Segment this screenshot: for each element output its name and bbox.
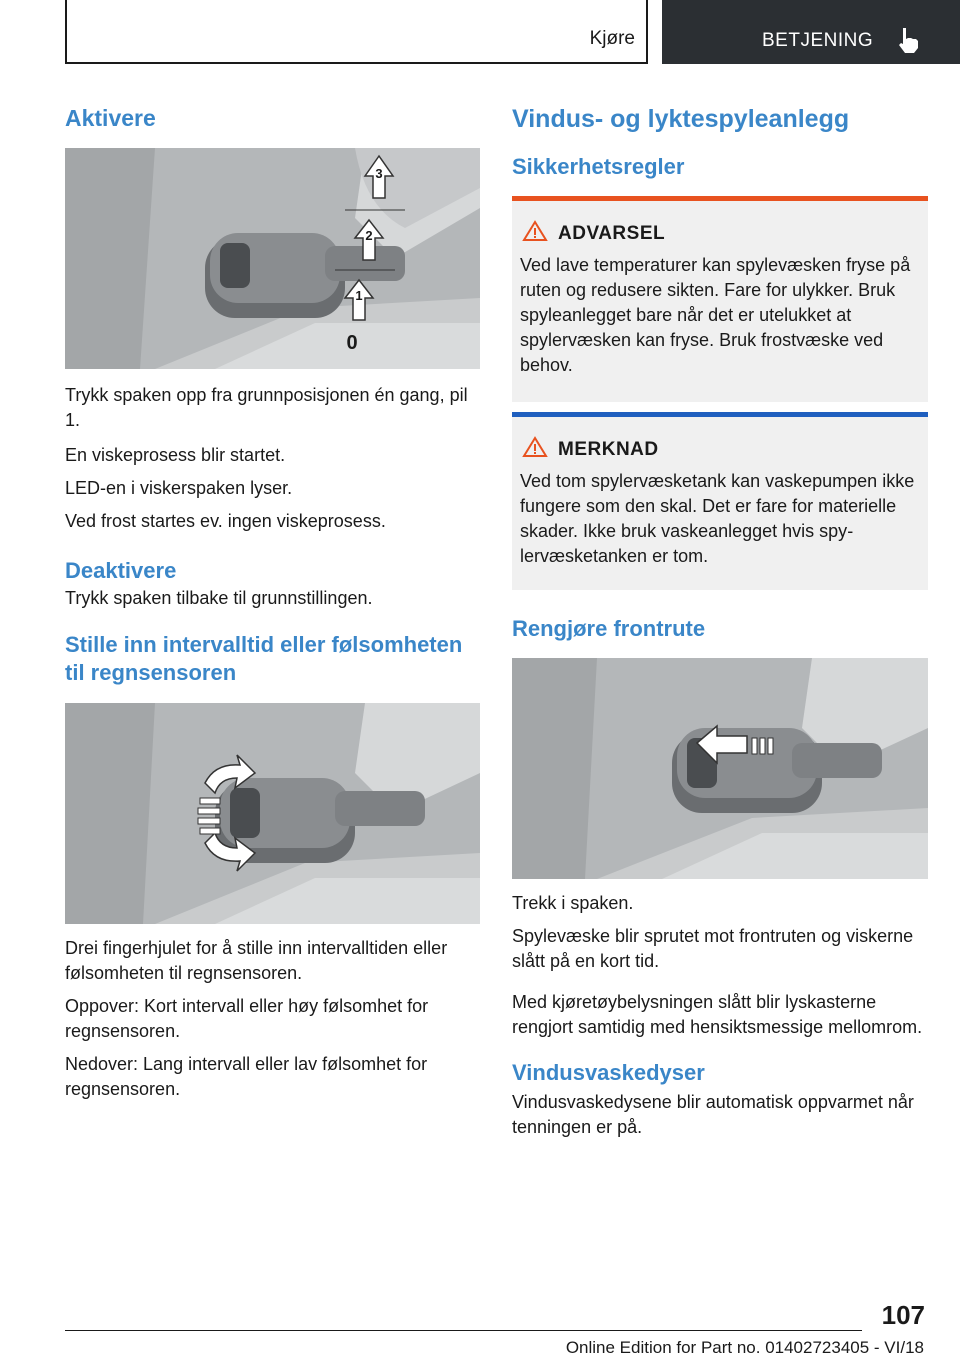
figure-wiper-lever-up [65,148,480,369]
paragraph: Spylevæske blir sprutet mot frontruten og viskerne slått på en kort tid. [512,926,914,971]
warning-bar [512,196,928,201]
paragraph: En viskeprosess blir startet. [65,445,286,465]
fig-label-0: 0 [346,332,358,354]
paragraph: Oppover: Kort intervall eller høy følsomhet for regnsensoren. [65,996,429,1041]
fig-label-1: 1 [355,288,363,303]
right-column [512,100,928,1140]
fig-label-2: 2 [365,228,373,243]
heading-safety-rules: Sikkerhetsregler [512,154,685,179]
warning-text: Ved lave temperaturer kan spylevæsken fryse på ruten og redusere sikten. Fare for ulykker. Bruk spyleanlegget bare når det er utelukket at spylervæsken kan fryse. Bruk frostvæske ved behov. [520,255,911,375]
figure-wiper-thumbwheel [65,703,480,924]
warning-triangle-icon [522,436,548,458]
heading-interval: Stille inn intervalltid eller følsomheten til regnsensoren [65,632,463,685]
edition-line: Online Edition for Part no. 01402723405 - VI/18 [565,1338,924,1357]
note-box [512,412,928,590]
warning-box [512,196,928,402]
paragraph: Drei fingerhjulet for å stille inn intervalltiden eller følsomheten til regnsensoren. [65,938,448,983]
paragraph: Nedover: Lang intervall eller lav følsomhet for regnsensoren. [65,1054,428,1099]
paragraph: Trykk spaken opp fra grunnposisjonen én gang, pil 1. [65,385,468,430]
paragraph: Vindusvaskedysene blir automatisk oppvarmet når tenningen er på. [512,1092,914,1137]
paragraph: Ved frost startes ev. ingen viskeprosess. [65,511,386,531]
left-column [65,100,480,1102]
heading-activate: Aktivere [65,105,156,131]
pointing-hand-icon [895,26,921,54]
footer-divider [65,1330,862,1331]
page-number: 107 [881,1300,925,1330]
paragraph: LED-en i viskerspaken lyser. [65,478,293,498]
note-bar [512,412,928,417]
paragraph: Trekk i spaken. [512,893,634,913]
heading-nozzles: Vindusvaskedyser [512,1060,705,1085]
paragraph: Med kjøretøybelysningen slått blir lyskasterne rengjort samtidig med hensiktsmessige mellomrom. [512,992,923,1037]
header-frame [65,0,648,64]
heading-deactivate: Deaktivere [65,558,177,583]
note-text: Ved tom spylervæsketank kan vaskepumpen ikke fungere som den skal. Det er fare for materielle skader. Ikke bruk vaskeanlegget hvis spylervæsketanken er tom. [520,471,915,566]
chapter-title: Kjøre [589,28,635,49]
figure-wiper-lever-pull [512,658,928,879]
fig-label-3: 3 [375,166,383,181]
heading-clean-windshield: Rengjøre frontrute [512,616,706,641]
warning-title: ADVARSEL [558,223,666,244]
warning-triangle-icon [522,220,548,242]
heading-washer-system: Vindus- og lyktespyleanlegg [512,105,850,133]
paragraph: Trykk spaken tilbake til grunnstillingen. [65,588,373,608]
note-title: MERKNAD [558,439,659,460]
section-title: BETJENING [762,30,874,51]
